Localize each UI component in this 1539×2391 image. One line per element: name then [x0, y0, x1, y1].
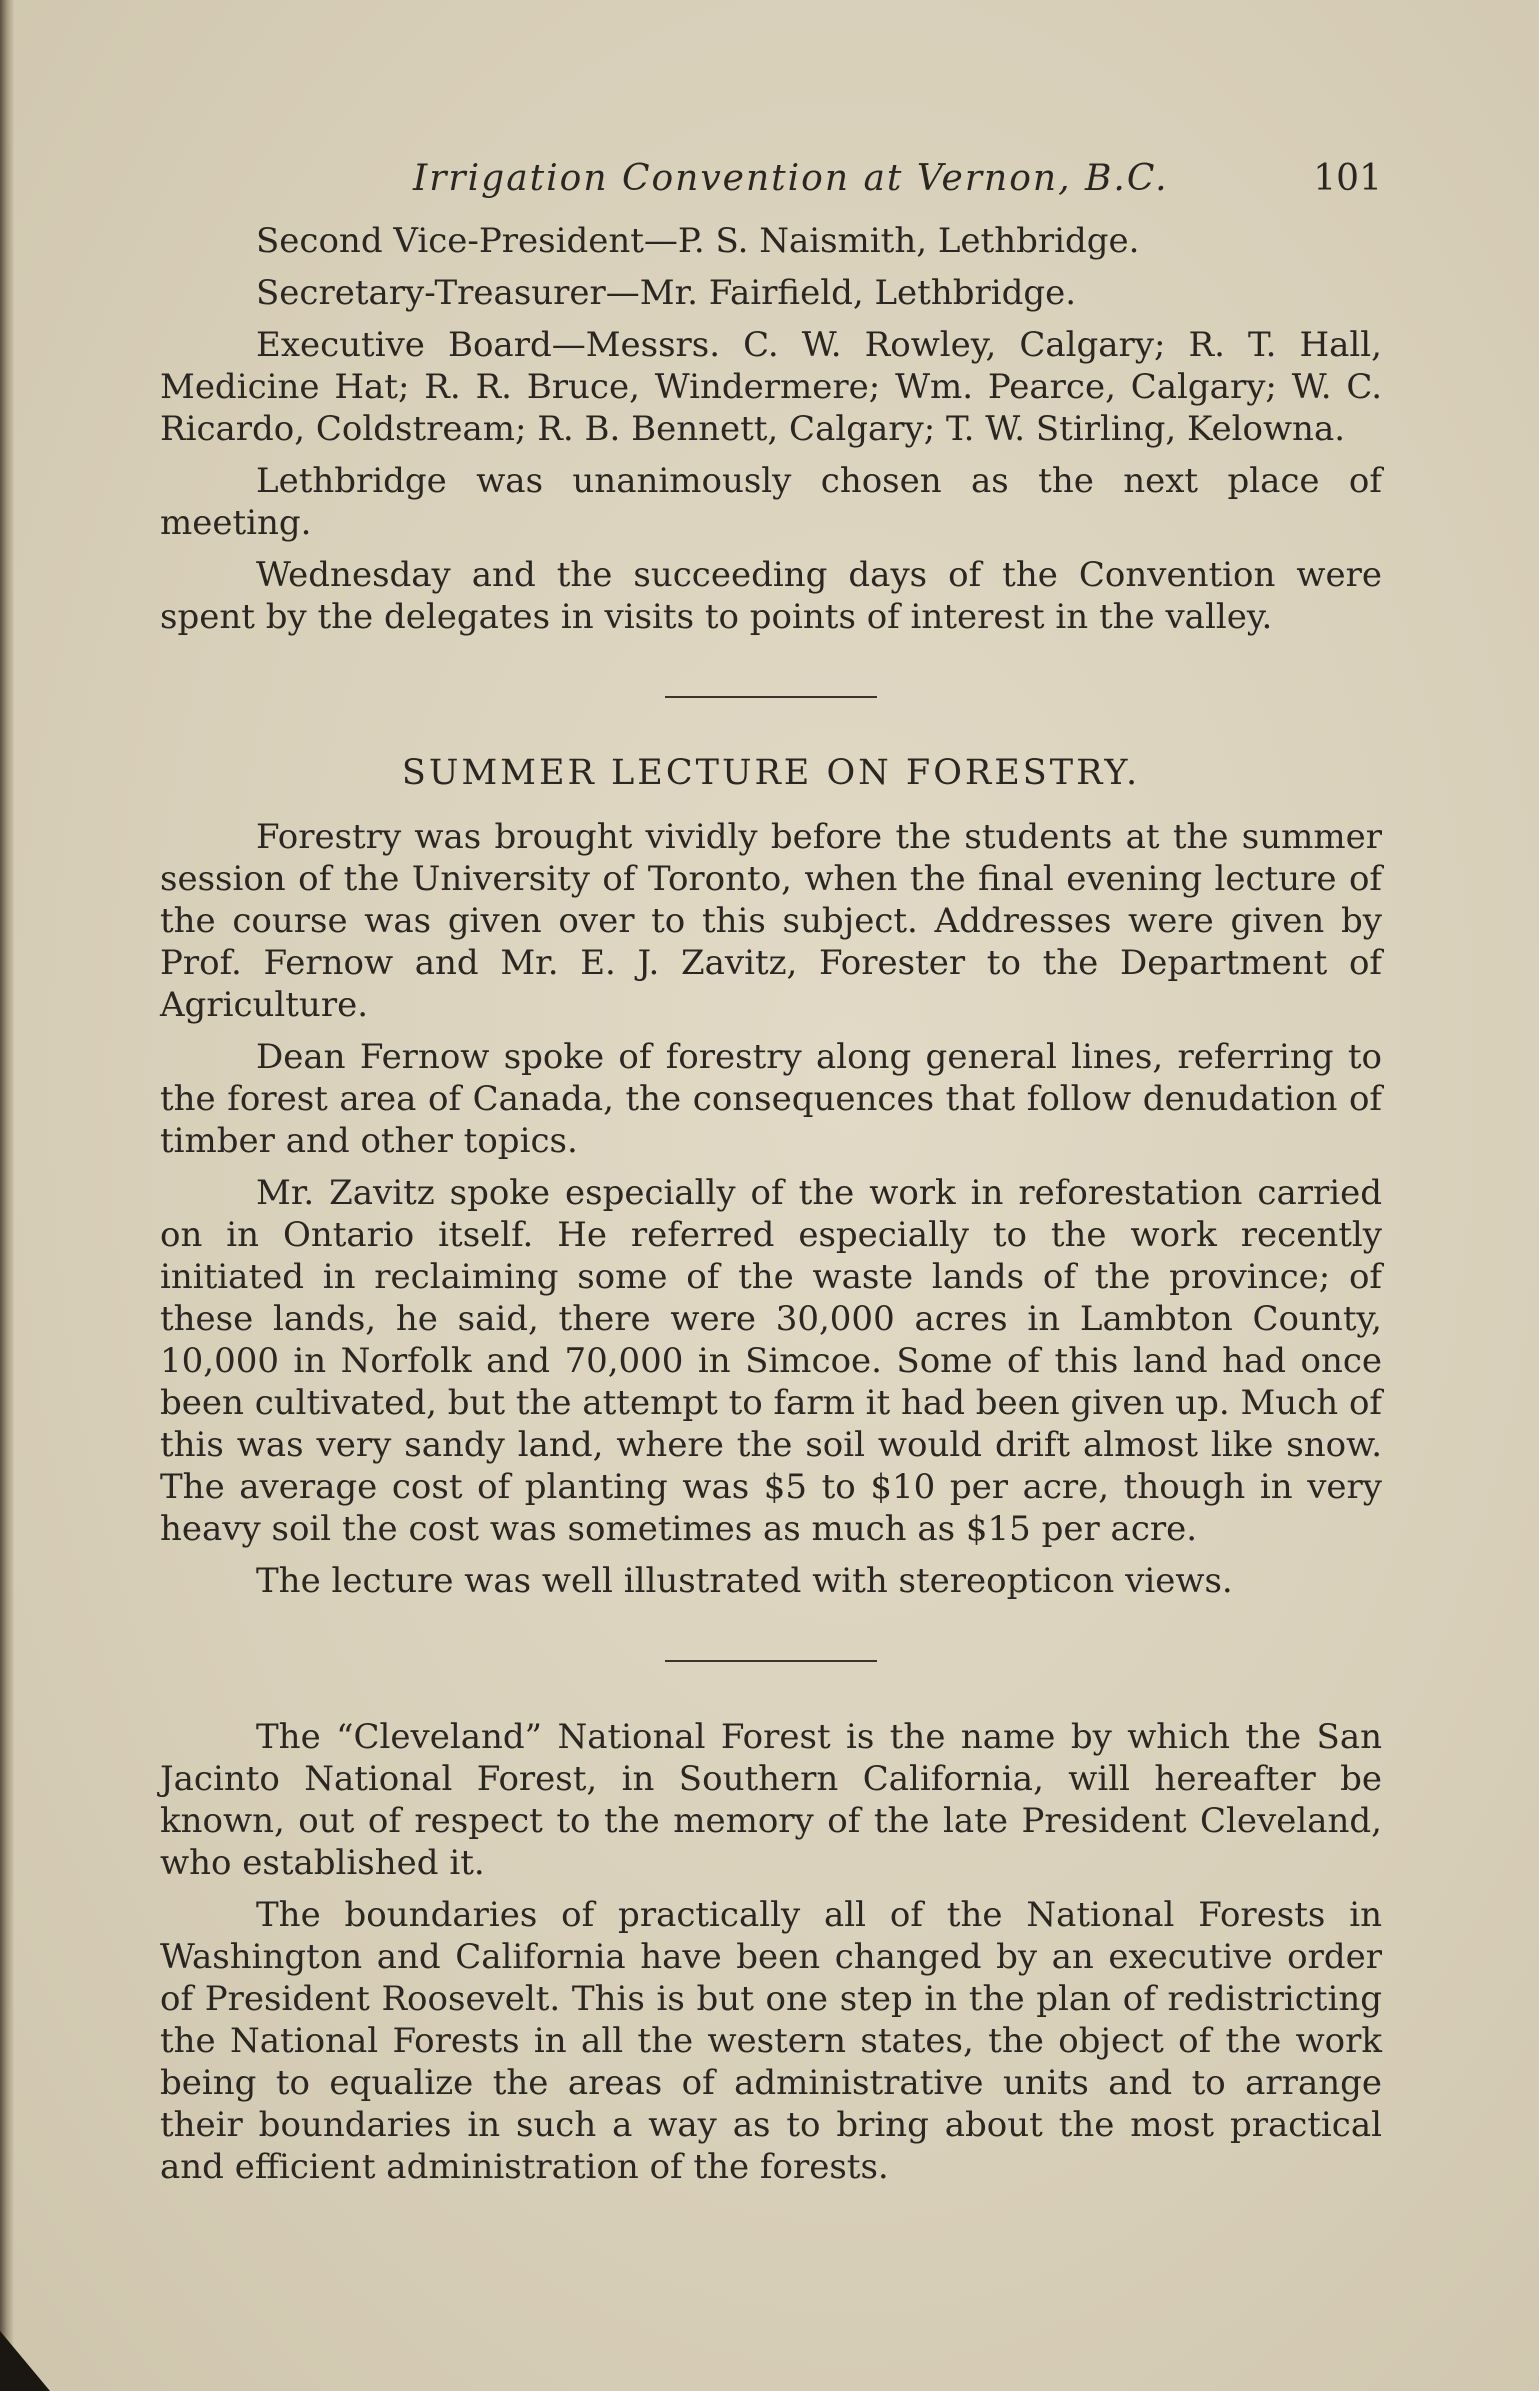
- national-forests-section: [160, 1716, 1382, 2188]
- page-spine-shadow: [0, 0, 14, 2391]
- paragraph: Wednesday and the succeeding days of the Convention were spent by the delegates in visits to points of interest in the valley.: [160, 555, 1382, 637]
- paragraph: The lecture was well illustrated with stereopticon views.: [256, 1561, 1233, 1601]
- paragraph: Second Vice-President—P. S. Naismith, Lethbridge.: [256, 221, 1140, 261]
- page-number: 101: [1313, 158, 1382, 199]
- running-head: [160, 150, 1382, 220]
- paragraph: Executive Board—Messrs. C. W. Rowley, Calgary; R. T. Hall, Medicine Hat; R. R. Bruce, Windermere; Wm. Pearce, Calgary; W. C. Ricardo, Coldstream; R. B. Bennett, Calgary; T. W. Stirling, Kelowna.: [160, 325, 1382, 449]
- paragraph: Secretary-Treasurer—Mr. Fairfield, Lethbridge.: [256, 273, 1077, 313]
- section-divider: [665, 1660, 877, 1662]
- paragraph: Forestry was brought vividly before the students at the summer session of the University of Toronto, when the final evening lecture of the course was given over to this subject. Addresses were given by Prof. Fernow and Mr. E. J. Zavitz, Forester to the Department of Agriculture.: [160, 817, 1382, 1025]
- paragraph: Lethbridge was unanimously chosen as the next place of meeting.: [160, 461, 1382, 543]
- page-content: [160, 150, 1382, 2198]
- paragraph: Mr. Zavitz spoke especially of the work in reforestation carried on in Ontario itself. He referred especially to the work recently initiated in reclaiming some of the waste lands of the province; of these lands, he said, there were 30,000 acres in Lambton County, 10,000 in Norfolk and 70,000 in Simcoe. Some of this land had once been cultivated, but the attempt to farm it had been given up. Much of this was very sandy land, where the soil would drift almost like snow. The average cost of planting was $5 to $10 per acre, though in very heavy soil the cost was sometimes as much as $15 per acre.: [160, 1173, 1382, 1549]
- convention-officers-section: [160, 220, 1382, 638]
- paragraph: Dean Fernow spoke of forestry along general lines, referring to the forest area of Canada, the consequences that follow denudation of timber and other topics.: [160, 1037, 1382, 1161]
- page-corner-shadow: [0, 2331, 50, 2391]
- section-heading: SUMMER LECTURE ON FORESTRY.: [401, 753, 1141, 793]
- paragraph: The boundaries of practically all of the National Forests in Washington and California have been changed by an executive order of President Roosevelt. This is but one step in the plan of redistricting the National Forests in all the western states, the object of the work being to equalize the areas of administrative units and to arrange their boundaries in such a way as to bring about the most practical and efficient administration of the forests.: [160, 1895, 1382, 2187]
- forestry-lecture-section: [160, 752, 1382, 1602]
- paragraph: The “Cleveland” National Forest is the name by which the San Jacinto National Forest, in Southern California, will hereafter be known, out of respect to the memory of the late President Cleveland, who established it.: [160, 1717, 1382, 1883]
- running-title: Irrigation Convention at Vernon, B.C.: [413, 158, 1169, 199]
- section-divider: [665, 696, 877, 698]
